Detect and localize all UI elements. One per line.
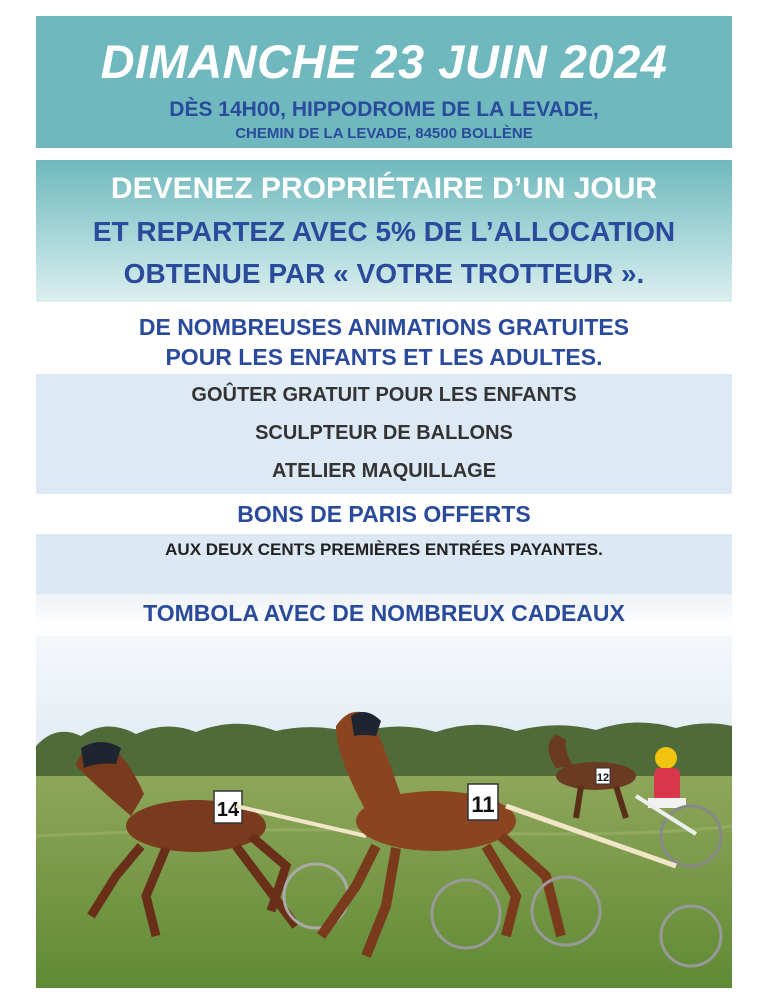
bons-title: BONS DE PARIS OFFERTS [237, 501, 531, 527]
bons-subtitle-band [36, 534, 732, 594]
tombola-title: TOMBOLA AVEC DE NOMBREUX CADEAUX [143, 600, 625, 626]
harness-race-photo [36, 636, 732, 988]
event-time-place: DÈS 14H00, HIPPODROME DE LA LEVADE, [169, 98, 599, 121]
animations-heading [36, 306, 732, 374]
bons-subtitle: AUX DEUX CENTS PREMIÈRES ENTRÉES PAYANTES. [165, 540, 603, 559]
bons-heading [36, 494, 732, 534]
horse-number-label: 11 [471, 792, 495, 817]
list-item: SCULPTEUR DE BALLONS [255, 422, 513, 444]
owner-line-1: DEVENEZ PROPRIÉTAIRE D’UN JOUR [110, 172, 658, 205]
animations-line-2: POUR LES ENFANTS ET LES ADULTES. [165, 344, 603, 370]
date-banner [36, 16, 732, 148]
owner-line-3: OBTENUE PAR « VOTRE TROTTEUR ». [123, 258, 645, 289]
list-item: GOÛTER GRATUIT POUR LES ENFANTS [191, 384, 577, 406]
event-address: CHEMIN DE LA LEVADE, 84500 BOLLÈNE [235, 125, 533, 142]
animations-line-1: DE NOMBREUSES ANIMATIONS GRATUITES [138, 314, 630, 340]
horse-number-label: 12 [596, 772, 610, 784]
animations-list [36, 374, 732, 494]
owner-line-2: ET REPARTEZ AVEC 5% DE L’ALLOCATION [92, 216, 676, 247]
poster [36, 16, 732, 988]
owner-banner [36, 160, 732, 302]
event-date: DIMANCHE 23 JUIN 2024 [100, 35, 668, 88]
list-item: ATELIER MAQUILLAGE [271, 460, 497, 482]
horse-number-label: 14 [216, 799, 240, 821]
